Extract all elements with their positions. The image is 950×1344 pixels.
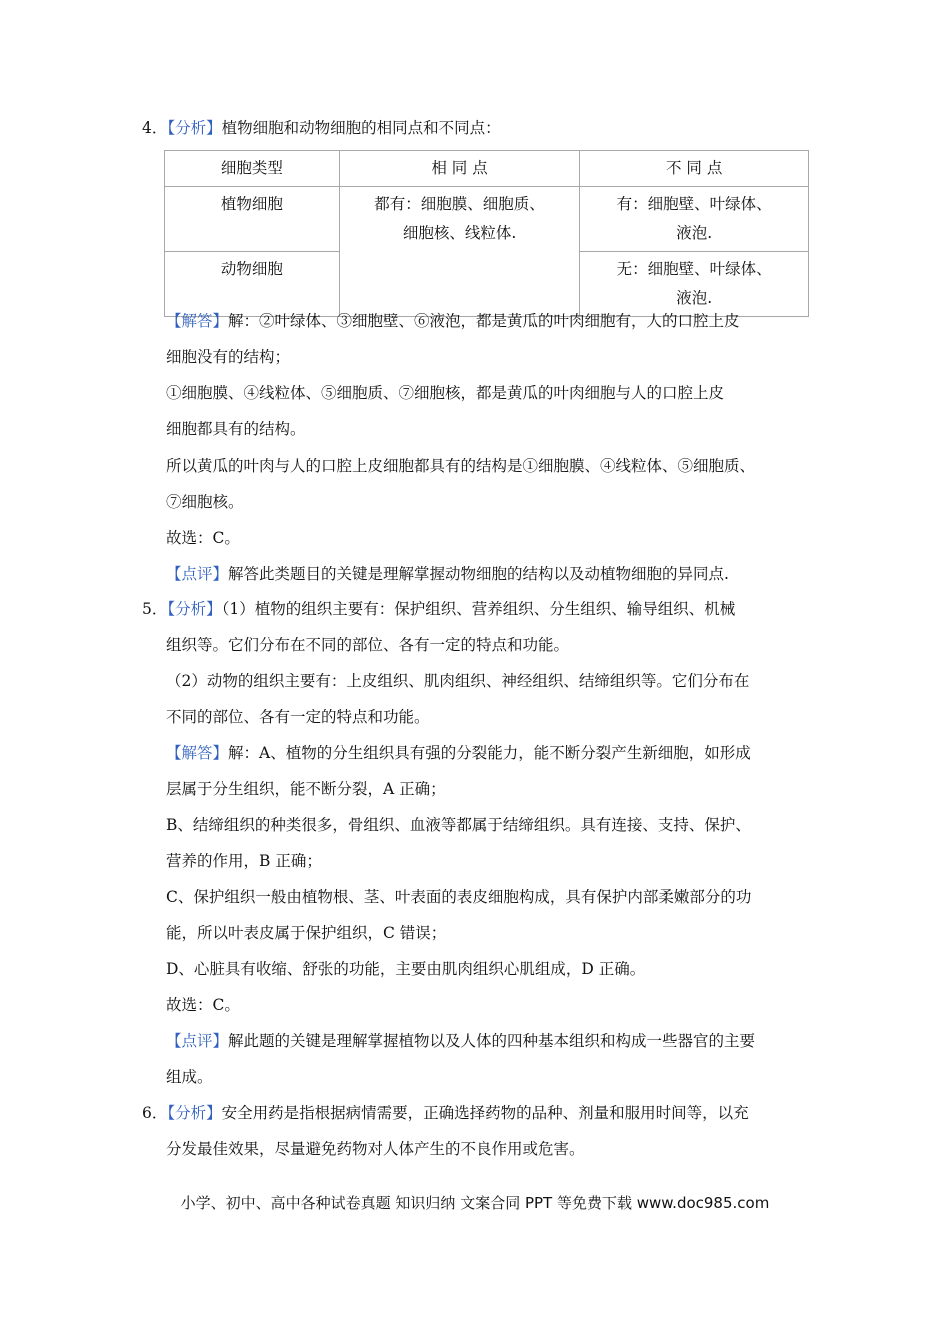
q5-answer-line: C、保护组织一般由植物根、茎、叶表面的表皮细胞构成，具有保护内部柔嫩部分的功: [166, 888, 752, 906]
diff-line: 液泡.: [676, 224, 713, 242]
common-line: 细胞核、线粒体.: [402, 224, 517, 242]
analysis-tag: 【分析】: [167, 119, 222, 137]
answer-text: 解：②叶绿体、③细胞壁、⑥液泡，都是黄瓜的叶肉细胞有，人的口腔上皮: [228, 312, 740, 330]
q5-analysis-line: （2）动物的组织主要有：上皮组织、肌肉组织、神经组织、结缔组织等。它们分布在: [166, 672, 750, 690]
answer-tag: 【解答】: [166, 744, 229, 762]
question-number: 5．: [142, 600, 168, 618]
analysis-tag: 【分析】: [167, 600, 222, 618]
q5-answer-line: [166, 742, 751, 764]
diff-line: 液泡.: [676, 289, 713, 307]
table-header: 相 同 点: [339, 151, 580, 187]
q6-header: [142, 1102, 749, 1124]
table-row: [165, 187, 809, 252]
diff-line: 无：细胞壁、叶绿体、: [616, 260, 772, 278]
table-cell: 动物细胞: [165, 252, 340, 317]
table-cell-animal-diff: [580, 252, 809, 317]
answer-tag: 【解答】: [166, 312, 229, 330]
q5-header: [142, 598, 735, 620]
question-number: 6．: [142, 1104, 168, 1122]
diff-line: 有：细胞壁、叶绿体、: [616, 195, 772, 213]
table-header-row: [165, 151, 809, 187]
q5-comment-line: 组成。: [166, 1068, 213, 1086]
q5-answer-line: 营养的作用，B 正确；: [166, 852, 322, 870]
q5-choice: 故选：C。: [166, 996, 240, 1014]
q4-answer-line: [166, 310, 740, 332]
table-cell-common: [339, 187, 580, 317]
q4-comment: [166, 563, 729, 585]
common-line: 都有：细胞膜、细胞质、: [374, 195, 545, 213]
q5-analysis-line: 组织等。它们分布在不同的部位、各有一定的特点和功能。: [166, 636, 570, 654]
analysis-tag: 【分析】: [167, 1104, 222, 1122]
q4-answer-line: 细胞没有的结构；: [166, 348, 291, 366]
q5-comment: [166, 1030, 755, 1052]
answer-text: 解：A、植物的分生组织具有强的分裂能力，能不断分裂产生新细胞，如形成: [228, 744, 751, 762]
q4-header: [142, 117, 501, 139]
q4-answer-line: ⑦细胞核。: [166, 493, 244, 511]
q4-answer-line: 所以黄瓜的叶肉与人的口腔上皮细胞都具有的结构是①细胞膜、④线粒体、⑤细胞质、: [166, 457, 756, 475]
comment-text: 解此题的关键是理解掌握植物以及人体的四种基本组织和构成一些器官的主要: [228, 1032, 756, 1050]
analysis-text: 安全用药是指根据病情需要，正确选择药物的品种、剂量和服用时间等，以充: [221, 1104, 749, 1122]
q5-analysis-line: 不同的部位、各有一定的特点和功能。: [166, 708, 430, 726]
q5-answer-line: D、心脏具有收缩、舒张的功能，主要由肌肉组织心肌组成，D 正确。: [166, 960, 646, 978]
cell-comparison-table: [164, 150, 809, 317]
table-cell-plant-diff: [580, 187, 809, 252]
comment-text: 解答此类题目的关键是理解掌握动物细胞的结构以及动植物细胞的异同点.: [228, 565, 729, 583]
q4-answer-line: 细胞都具有的结构。: [166, 420, 306, 438]
comment-tag: 【点评】: [166, 565, 229, 583]
q5-answer-line: B、结缔组织的种类很多，骨组织、血液等都属于结缔组织。具有连接、支持、保护、: [166, 816, 751, 834]
comment-tag: 【点评】: [166, 1032, 229, 1050]
analysis-text: 植物细胞和动物细胞的相同点和不同点：: [221, 119, 501, 137]
q6-analysis-line: 分发最佳效果，尽量避免药物对人体产生的不良作用或危害。: [166, 1140, 585, 1158]
table-header: 细胞类型: [165, 151, 340, 187]
q5-answer-line: 能，所以叶表皮属于保护组织，C 错误；: [166, 924, 447, 942]
question-number: 4．: [142, 119, 168, 137]
q5-answer-line: 层属于分生组织，能不断分裂，A 正确；: [166, 780, 446, 798]
analysis-text: （1）植物的组织主要有：保护组织、营养组织、分生组织、输导组织、机械: [221, 600, 736, 618]
page-footer: 小学、初中、高中各种试卷真题 知识归纳 文案合同 PPT 等免费下载 www.doc985.com: [180, 1194, 770, 1212]
table-header: 不 同 点: [580, 151, 809, 187]
q4-choice: 故选：C。: [166, 529, 240, 547]
table-cell: 植物细胞: [165, 187, 340, 252]
q4-answer-line: ①细胞膜、④线粒体、⑤细胞质、⑦细胞核，都是黄瓜的叶肉细胞与人的口腔上皮: [166, 384, 725, 402]
